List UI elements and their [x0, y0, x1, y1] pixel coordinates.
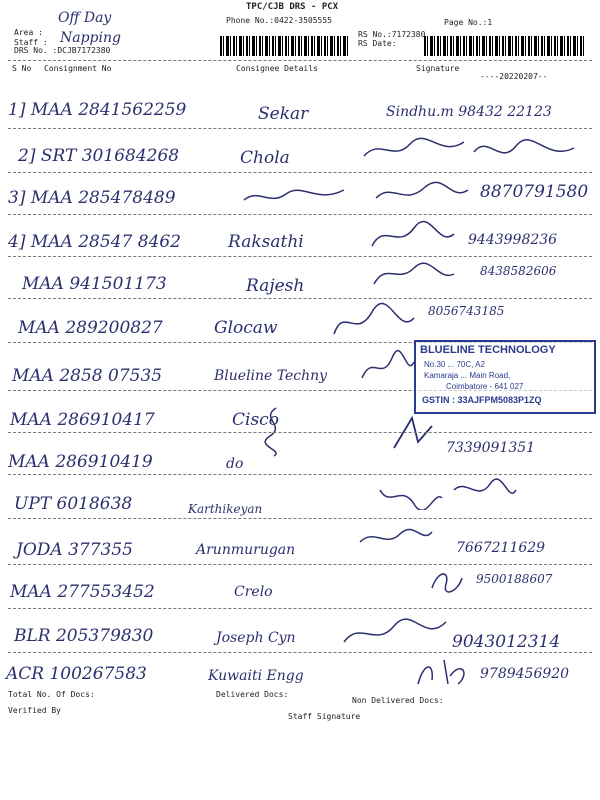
receiver-phone: 8438582606	[480, 264, 557, 278]
delivered-docs-label: Delivered Docs:	[216, 690, 289, 699]
signature-mark	[376, 480, 446, 510]
consignee-name: Kuwaiti Engg	[208, 668, 304, 684]
company-stamp	[414, 340, 596, 414]
staff-label: Staff :	[14, 38, 48, 47]
consignee-name: Cisco	[232, 410, 279, 430]
barcode-right	[424, 36, 586, 56]
signature-mark	[414, 656, 474, 690]
signature-mark	[368, 220, 458, 254]
signature-mark	[356, 524, 436, 552]
consignee-name: Crelo	[234, 584, 273, 600]
signature-mark	[340, 614, 450, 654]
consignment-number: 2] SRT 301684268	[18, 146, 180, 166]
row-line	[8, 214, 592, 215]
signature-mark	[426, 566, 466, 596]
consignment-number: ACR 100267583	[6, 664, 147, 684]
col-consignee: Consignee Details	[236, 64, 318, 73]
col-sno: S No	[12, 64, 32, 73]
signature-mark	[388, 412, 438, 456]
area-handwritten: Off Day	[58, 10, 112, 26]
receiver-phone: 8056743185	[428, 304, 505, 318]
consignment-number: MAA 277553452	[10, 582, 155, 602]
row-line	[8, 474, 592, 475]
row-line	[8, 256, 592, 257]
receiver-phone: 7339091351	[446, 440, 536, 456]
consignment-number: BLR 205379830	[14, 626, 154, 646]
row-line	[8, 298, 592, 299]
signature-mark	[360, 132, 470, 168]
page-number: Page No.:1	[444, 18, 493, 27]
receiver-phone: 7667211629	[456, 540, 546, 556]
consignee-name: Glocaw	[214, 318, 278, 338]
staff-signature-label: Staff Signature	[288, 712, 361, 721]
rs-number: RS No.:7172380	[358, 30, 426, 39]
phone-number: Phone No.:0422-3505555	[226, 16, 332, 25]
area-label: Area :	[14, 28, 43, 37]
signature-mark	[372, 178, 472, 210]
row-line	[8, 432, 592, 433]
consignee-name: Joseph Cyn	[216, 630, 296, 646]
receiver-phone: Sindhu.m 98432 22123	[386, 104, 552, 120]
receiver-phone: 9043012314	[452, 632, 561, 652]
stamp-company-name: BLUELINE TECHNOLOGY	[420, 344, 556, 356]
signature-mark	[450, 476, 520, 510]
row-line	[8, 652, 592, 653]
col-signature: Signature	[416, 64, 460, 73]
consignee-name: Arunmurugan	[196, 542, 296, 558]
col-consignment: Consignment No	[44, 64, 112, 73]
row-line	[8, 518, 592, 519]
consignee-name: do	[226, 456, 244, 472]
row-line	[8, 608, 592, 609]
row-line	[8, 564, 592, 565]
non-delivered-docs-label: Non Delivered Docs:	[352, 696, 444, 705]
signature-mark	[328, 300, 418, 344]
staff-handwritten: Napping	[60, 30, 121, 46]
consignee-name: Sekar	[258, 104, 309, 124]
receiver-phone: 8870791580	[480, 182, 589, 202]
receiver-phone: 9443998236	[468, 232, 558, 248]
row-line	[8, 128, 592, 129]
signature-mark	[368, 258, 458, 292]
consignee-name: Blueline Techny	[214, 368, 328, 384]
consignment-number: MAA 941501173	[22, 274, 167, 294]
stamp-address-line: Kamaraja ... Main Road,	[424, 371, 511, 380]
consignee-name: Karthikeyan	[188, 502, 263, 516]
total-docs-label: Total No. Of Docs:	[8, 690, 95, 699]
signature-mark	[240, 182, 350, 210]
header-divider	[8, 60, 592, 61]
consignment-number: UPT 6018638	[14, 494, 133, 514]
consignee-name: Raksathi	[228, 232, 304, 252]
consignee-name: Chola	[240, 148, 290, 168]
barcode-left	[220, 36, 350, 56]
signature-mark	[358, 348, 418, 388]
stamp-address-line: No.30 ... 70C, A2	[424, 360, 485, 369]
stamp-address-line: Coimbatore - 641 027	[446, 382, 524, 391]
consignment-number: JODA 377355	[16, 540, 133, 560]
consignment-number: MAA 2858 07535	[12, 366, 163, 386]
consignment-number: 3] MAA 285478489	[8, 188, 176, 208]
consignment-number: MAA 286910419	[8, 452, 153, 472]
consignment-number: 4] MAA 28547 8462	[8, 232, 181, 252]
consignment-number: 1] MAA 2841562259	[8, 100, 187, 120]
receiver-phone: 9500188607	[476, 572, 553, 586]
consignment-number: MAA 286910417	[10, 410, 155, 430]
col-date: ----20220207--	[480, 72, 548, 81]
consignee-name: Rajesh	[246, 276, 305, 296]
document-title: TPC/CJB DRS - PCX	[246, 2, 339, 12]
stamp-gstin: GSTIN : 33AJFPM5083P1ZQ	[422, 395, 542, 405]
drs-number: DRS No. :DCJB7172380	[14, 46, 111, 55]
signature-mark	[470, 132, 580, 168]
verified-by-label: Verified By	[8, 706, 61, 715]
receiver-phone: 9789456920	[480, 666, 570, 682]
consignment-number: MAA 289200827	[18, 318, 163, 338]
row-line	[8, 172, 592, 173]
rs-date: RS Date:	[358, 39, 397, 48]
